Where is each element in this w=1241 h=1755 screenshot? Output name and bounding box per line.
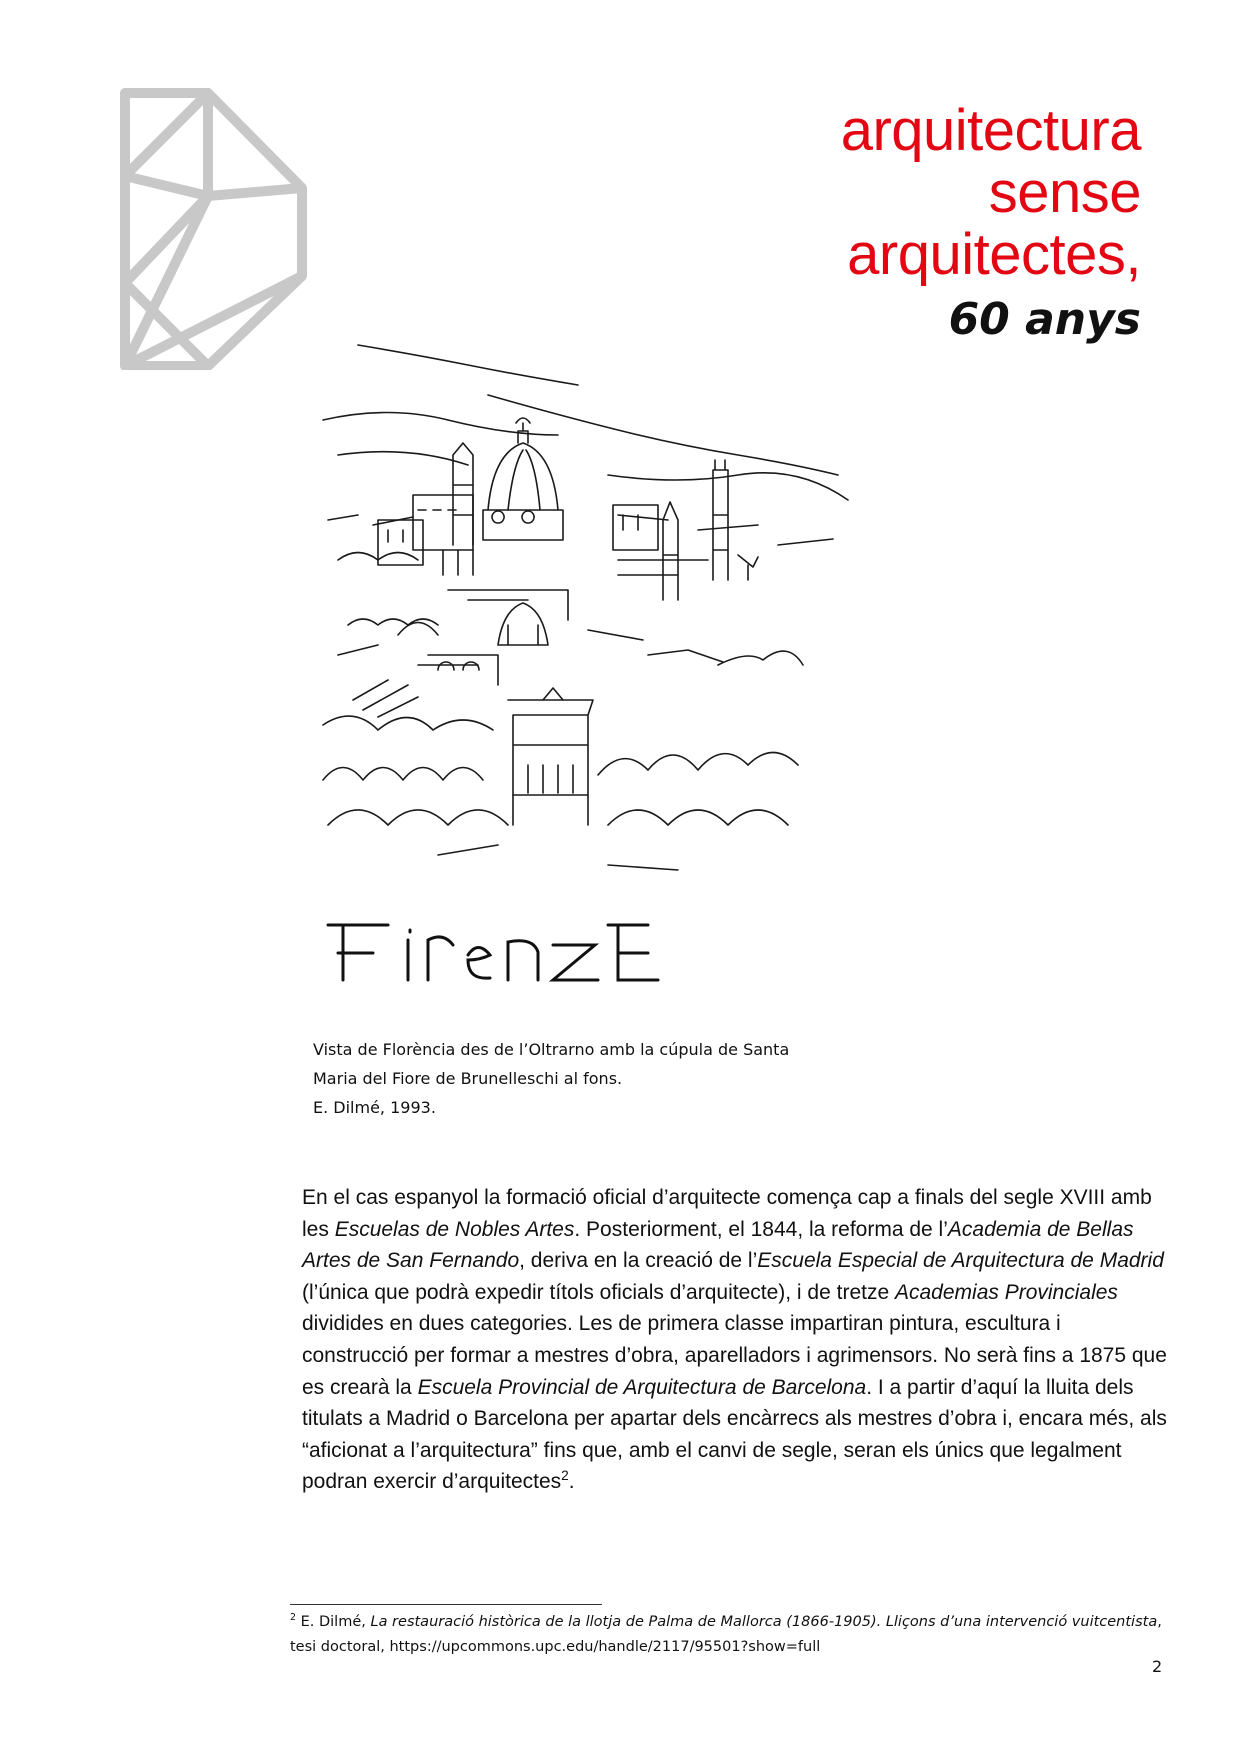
body-paragraph	[302, 1182, 1172, 1498]
publication-title	[841, 100, 1141, 348]
text-run: , tesi doctoral, https://upcommons.upc.edu/handle/2117/95501?show=full	[290, 1614, 1162, 1655]
footnote-marker: 2	[561, 1468, 569, 1484]
italic-term: Academias Provinciales	[894, 1280, 1118, 1304]
title-subtitle: 60 anys	[948, 294, 1141, 345]
italic-term: Escuelas de Nobles Artes	[334, 1217, 575, 1241]
footnote	[290, 1610, 1170, 1660]
text-run: dividides en dues categories. Les de primera classe impartiran pintura, escultura i construcció per formar a mestres d’obra, aparelladors i agrimensors. No serà fins a 1875 que es crearà la	[302, 1312, 1167, 1399]
italic-term: Academia de Bellas Artes de San Fernando	[302, 1217, 1134, 1273]
caption-line: Vista de Florència des de l’Oltrarno amb la cúpula de Santa	[313, 1040, 790, 1059]
footnote-marker: 2	[290, 1612, 296, 1624]
footnote-divider	[290, 1604, 602, 1605]
text-run: . Posteriorment, el 1844, la reforma de l’	[574, 1217, 948, 1241]
caption-line: Maria del Fiore de Brunelleschi al fons.	[313, 1069, 623, 1088]
page-number: 2	[1152, 1657, 1163, 1676]
caption-line: E. Dilmé, 1993.	[313, 1098, 436, 1117]
italic-term: Escuela Especial de Arquitectura de Madrid	[757, 1249, 1164, 1273]
text-run: (l’única que podrà expedir títols oficials d’arquitecte), i de tretze	[302, 1280, 895, 1304]
text-run: E. Dilmé,	[296, 1614, 371, 1630]
italic-term: La restauració històrica de la llotja de Palma de Mallorca (1866-1905). Lliçons d’una intervenció vuitcentista	[370, 1614, 1158, 1630]
italic-term: Escuela Provincial de Arquitectura de Barcelona	[417, 1375, 867, 1399]
figure-caption	[313, 1035, 833, 1122]
text-run: , deriva en la creació de l’	[519, 1249, 758, 1273]
text-run: . I a partir d’aquí la lluita dels titulats a Madrid o Barcelona per apartar dels encàrrecs als mestres d’obra i, encara més, als “aficionat a l’arquitectura” fins que, amb el canvi de segle, seran els únics que legalment podran exercir d’arquitectes	[302, 1375, 1167, 1494]
body-text	[302, 1182, 1172, 1498]
florence-sketch-illustration	[318, 325, 858, 1025]
title-line: arquitectura	[840, 98, 1141, 163]
title-line: arquitectes,	[847, 222, 1141, 287]
geometric-d-logo-icon	[120, 88, 310, 370]
footnote-text	[290, 1610, 1170, 1660]
title-line: sense	[988, 160, 1141, 225]
text-run: .	[568, 1470, 575, 1494]
text-run: En el cas espanyol la formació oficial d’arquitecte comença cap a finals del segle XVIII amb les	[302, 1186, 1152, 1241]
